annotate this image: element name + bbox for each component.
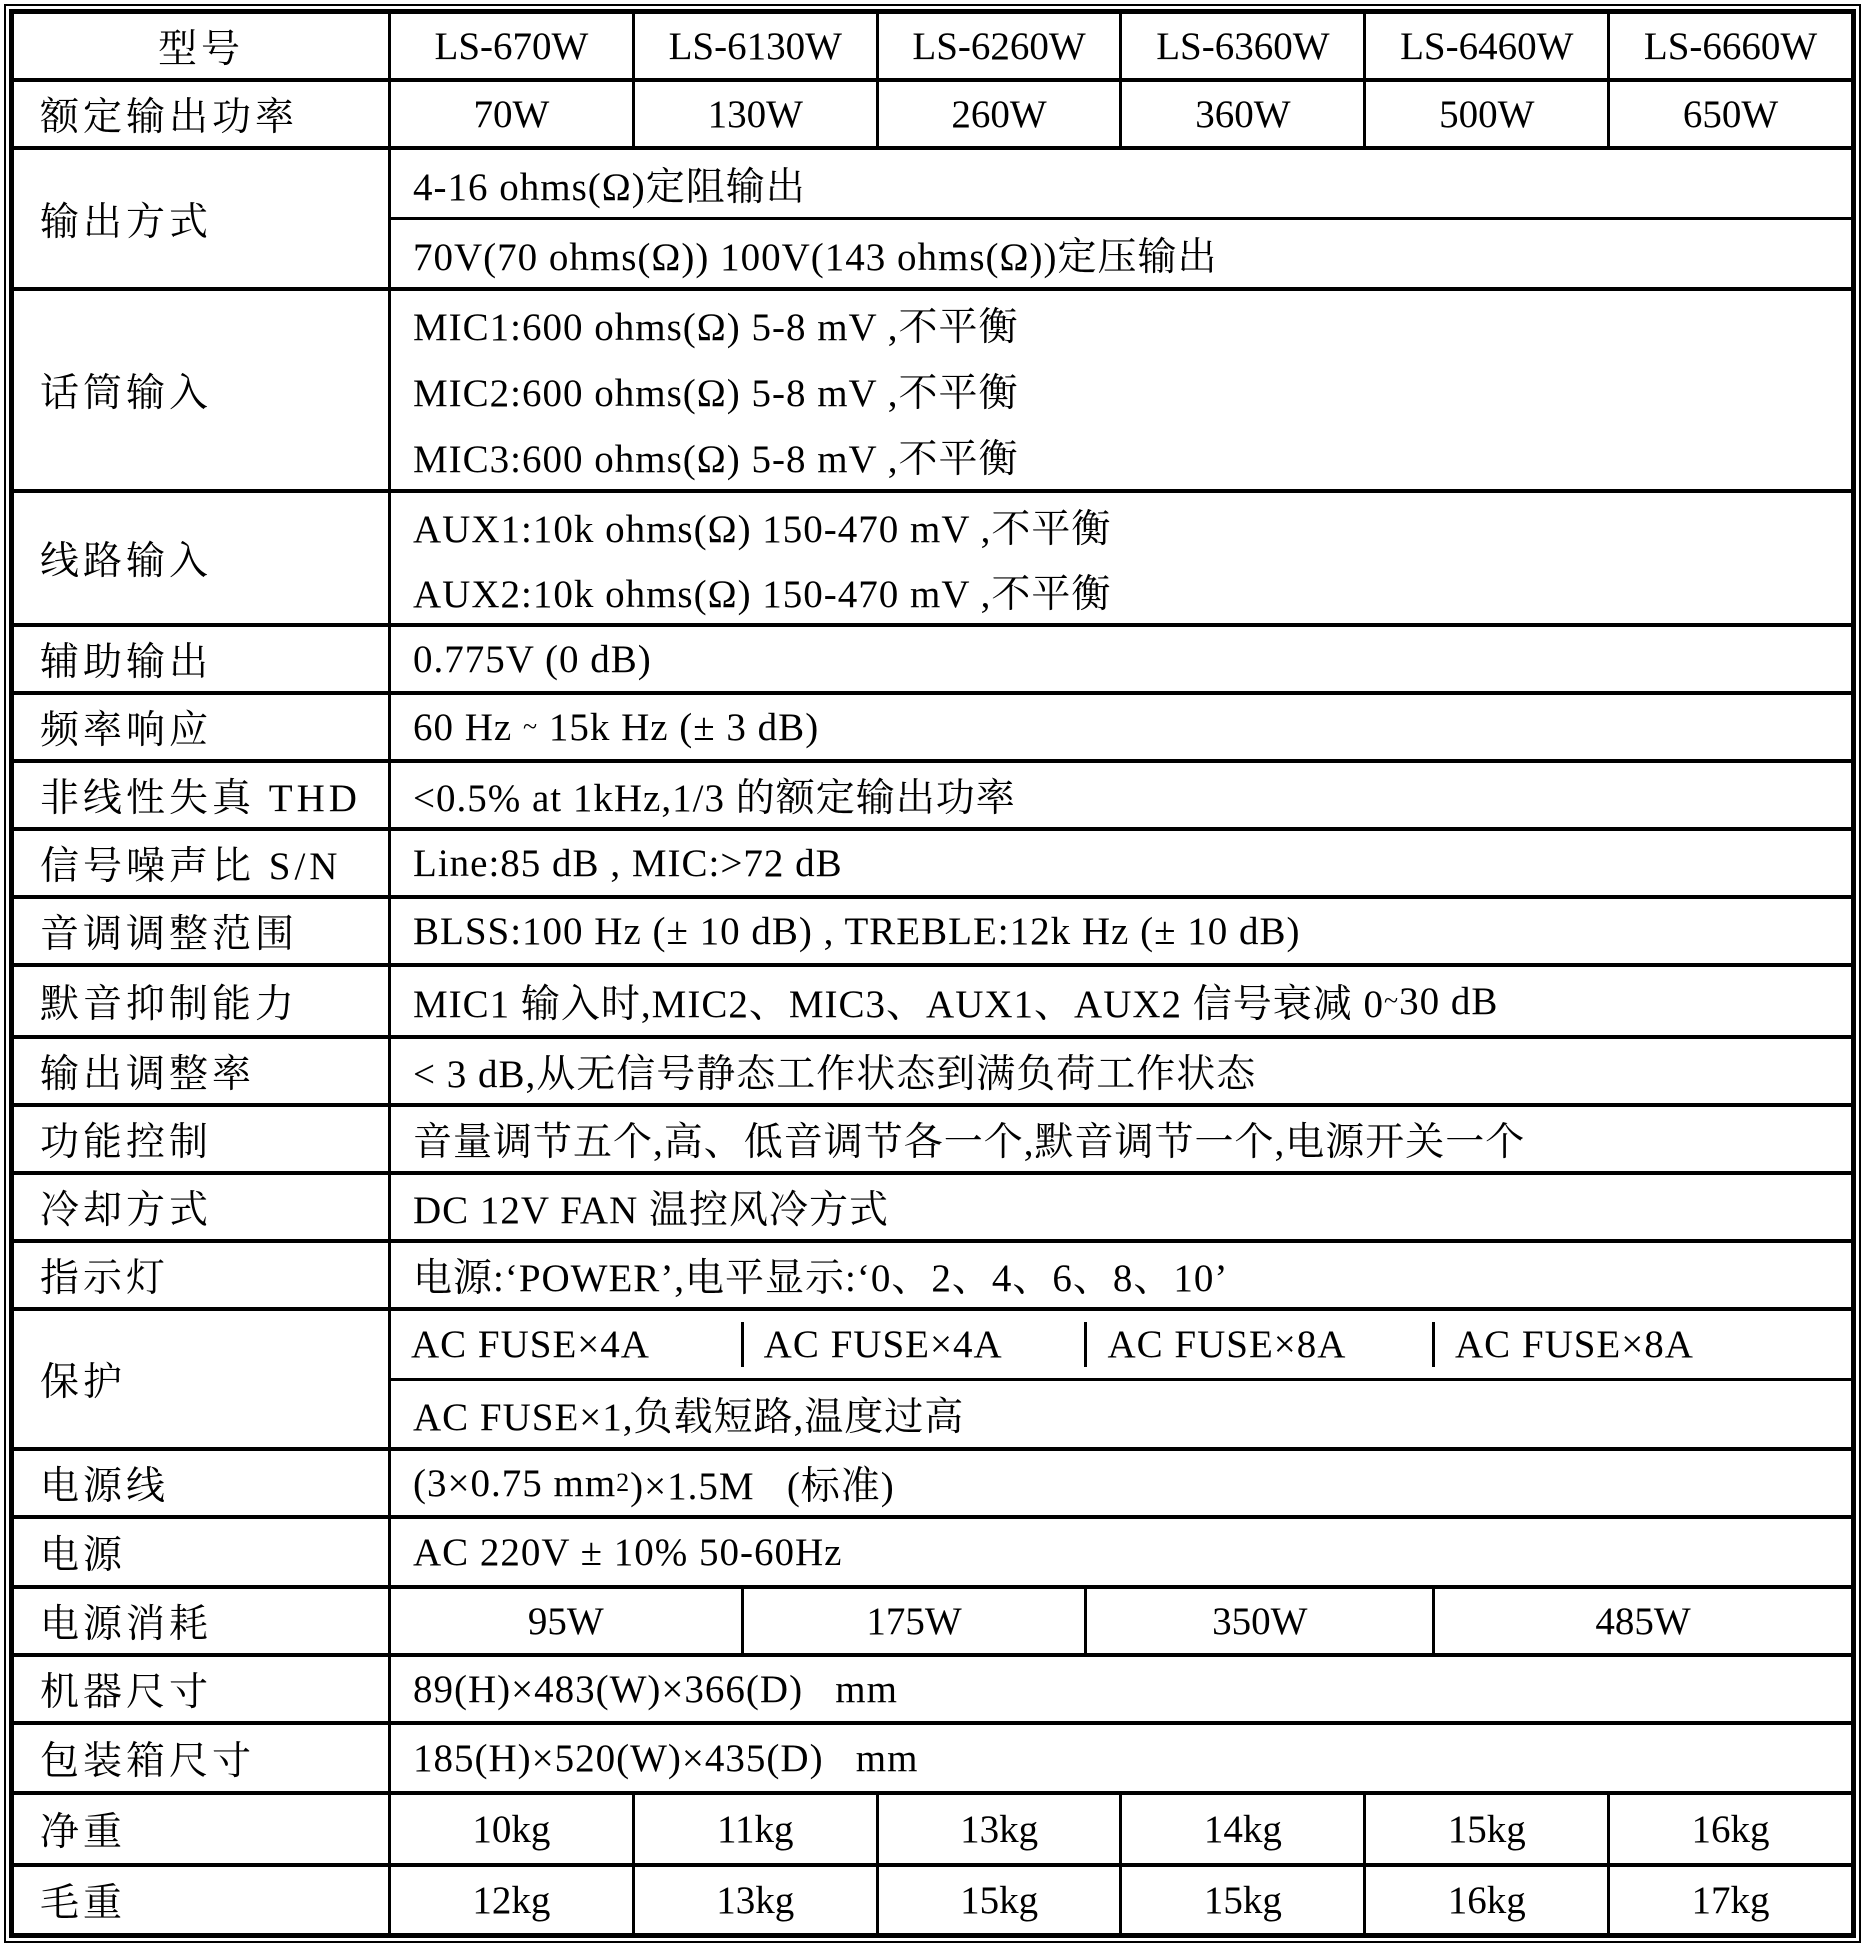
- amplifier-spec-table: [9, 9, 1856, 1938]
- net-weight-cell: 15kg: [1363, 1795, 1607, 1863]
- row-output-mode: [14, 146, 1851, 287]
- row-label-net-weight: 净重: [14, 1795, 391, 1863]
- net-weight-cell: 11kg: [632, 1795, 876, 1863]
- model-cells: [391, 14, 1851, 78]
- row-label-cooling: 冷却方式: [14, 1175, 391, 1239]
- consumption-cell: 175W: [741, 1589, 1085, 1653]
- row-indicator: [14, 1239, 1851, 1307]
- rated-power-cell: 70W: [473, 92, 550, 136]
- fuse-cell: AC FUSE×8A: [1084, 1322, 1431, 1367]
- freq-response-value: 60 Hz ~ 15k Hz (± 3 dB): [413, 705, 820, 749]
- model-name-cell: LS-6460W: [1363, 14, 1607, 78]
- row-tone-range: [14, 895, 1851, 963]
- row-label-mute-suppression: 默音抑制能力: [14, 967, 391, 1035]
- model-name-cell: LS-6360W: [1119, 14, 1363, 78]
- row-label-mic-input: 话筒输入: [14, 291, 391, 489]
- row-label-power-cord: 电源线: [14, 1451, 391, 1515]
- model-name-cell: LS-6260W: [876, 14, 1120, 78]
- aux-output-value: 0.775V (0 dB): [413, 637, 652, 681]
- model-name-cell: LS-6130W: [632, 14, 876, 78]
- line-input-cell: [391, 493, 1851, 623]
- power-supply-value: AC 220V ± 10% 50-60Hz: [413, 1530, 843, 1574]
- row-label-package-size: 包装箱尺寸: [14, 1725, 391, 1791]
- row-output-regulation: [14, 1035, 1851, 1103]
- row-gross-weight: [14, 1863, 1851, 1933]
- gross-weight-cells: [391, 1867, 1851, 1933]
- net-weight-cell: 13kg: [876, 1795, 1120, 1863]
- mic1-spec: MIC1:600 ohms(Ω) 5-8 mV ,不平衡: [413, 306, 1019, 349]
- cord-post: )×1.5M (标准): [630, 1465, 895, 1508]
- machine-size-value: 89(H)×483(W)×366(D) mm: [413, 1667, 898, 1711]
- fuse-cell: AC FUSE×8A: [1432, 1322, 1851, 1367]
- row-label-tone-range: 音调调整范围: [14, 899, 391, 963]
- spec-table-frame: [4, 4, 1861, 1943]
- row-label-output-regulation: 输出调整率: [14, 1039, 391, 1103]
- model-name-cell: LS-6660W: [1607, 14, 1851, 78]
- row-label-gross-weight: 毛重: [14, 1867, 391, 1933]
- output-regulation-value: < 3 dB,从无信号静态工作状态到满负荷工作状态: [413, 1053, 1257, 1096]
- row-cooling: [14, 1171, 1851, 1239]
- row-aux-output: [14, 623, 1851, 691]
- rated-power-cell: 650W: [1607, 82, 1851, 146]
- rated-power-cell: 360W: [1119, 82, 1363, 146]
- row-rated-power: [14, 78, 1851, 146]
- mic3-spec: MIC3:600 ohms(Ω) 5-8 mV ,不平衡: [413, 438, 1019, 481]
- row-mic-input: [14, 287, 1851, 489]
- rated-power-cell: 260W: [876, 82, 1120, 146]
- snr-value: Line:85 dB , MIC:>72 dB: [413, 841, 843, 885]
- protection-group: [391, 1311, 1851, 1447]
- model-name-cell: LS-670W: [434, 24, 589, 68]
- mute-suppression-value: MIC1 输入时,MIC2、MIC3、AUX1、AUX2 信号衰减 0 ~ 30 dB: [391, 967, 1851, 1035]
- aux2-spec: AUX2:10k ohms(Ω) 150-470 mV ,不平衡: [413, 572, 1112, 616]
- freq-post: 15k Hz (± 3 dB): [538, 705, 820, 749]
- mute-post: 30 dB: [1399, 979, 1499, 1023]
- row-label-freq-response: 频率响应: [14, 695, 391, 759]
- consumption-cell: 95W: [527, 1599, 604, 1643]
- row-mute-suppression: [14, 963, 1851, 1035]
- gross-weight-cell: 12kg: [472, 1878, 551, 1922]
- power-cord-value: (3×0.75 mm 2 )×1.5M (标准): [391, 1451, 1851, 1515]
- thd-value: <0.5% at 1kHz,1/3 的额定输出功率: [413, 777, 1016, 820]
- gross-weight-cell: 16kg: [1363, 1867, 1607, 1933]
- row-label-machine-size: 机器尺寸: [14, 1657, 391, 1721]
- row-label-power-consumption: 电源消耗: [14, 1589, 391, 1653]
- net-weight-cell: 10kg: [472, 1807, 551, 1851]
- rated-power-cell: 130W: [632, 82, 876, 146]
- row-label-model: 型号: [14, 14, 391, 78]
- row-line-input: [14, 489, 1851, 623]
- protection-general: AC FUSE×1,负载短路,温度过高: [391, 1378, 1851, 1448]
- gross-weight-cell: 15kg: [876, 1867, 1120, 1933]
- tone-range-value: BLSS:100 Hz (± 10 dB) , TREBLE:12k Hz (± 10 dB): [413, 909, 1301, 953]
- cord-pre: (3×0.75 mm: [413, 1461, 617, 1505]
- row-power-cord: [14, 1447, 1851, 1515]
- row-function-control: [14, 1103, 1851, 1171]
- gross-weight-cell: 17kg: [1607, 1867, 1851, 1933]
- net-weight-cell: 16kg: [1607, 1795, 1851, 1863]
- row-label-aux-output: 辅助输出: [14, 627, 391, 691]
- row-power-consumption: [14, 1585, 1851, 1653]
- row-thd: [14, 759, 1851, 827]
- row-freq-response: [14, 691, 1851, 759]
- mic-input-cell: [391, 291, 1851, 489]
- mute-pre: MIC1 输入时,MIC2、MIC3、AUX1、AUX2 信号衰减 0: [413, 983, 1385, 1026]
- fuse-cell: AC FUSE×4A: [411, 1322, 650, 1366]
- protection-fuse-cells: [391, 1311, 1851, 1378]
- indicator-value: 电源:‘POWER’,电平显示:‘0、2、4、6、8、10’: [413, 1257, 1229, 1300]
- row-label-rated-power: 额定输出功率: [14, 82, 391, 146]
- aux1-spec: AUX1:10k ohms(Ω) 150-470 mV ,不平衡: [413, 507, 1112, 551]
- row-label-protection: 保护: [14, 1311, 391, 1447]
- cooling-value: DC 12V FAN 温控风冷方式: [413, 1189, 890, 1232]
- row-label-output-mode: 输出方式: [14, 150, 391, 287]
- row-net-weight: [14, 1791, 1851, 1863]
- row-label-thd: 非线性失真 THD: [14, 763, 391, 827]
- row-label-snr: 信号噪声比 S/N: [14, 831, 391, 895]
- rated-power-cells: [391, 82, 1851, 146]
- row-label-indicator: 指示灯: [14, 1243, 391, 1307]
- mic2-spec: MIC2:600 ohms(Ω) 5-8 mV ,不平衡: [413, 372, 1019, 415]
- consumption-cell: 485W: [1432, 1589, 1851, 1653]
- output-mode-constant-voltage: 70V(70 ohms(Ω)) 100V(143 ohms(Ω))定压输出: [391, 217, 1851, 287]
- net-weight-cells: [391, 1795, 1851, 1863]
- rated-power-cell: 500W: [1363, 82, 1607, 146]
- row-machine-size: [14, 1653, 1851, 1721]
- row-label-function-control: 功能控制: [14, 1107, 391, 1171]
- row-protection: [14, 1307, 1851, 1447]
- package-size-value: 185(H)×520(W)×435(D) mm: [413, 1736, 919, 1780]
- output-mode-constant-impedance: 4-16 ohms(Ω)定阻输出: [413, 165, 806, 209]
- power-consumption-cells: [391, 1589, 1851, 1653]
- fuse-cell: AC FUSE×4A: [741, 1322, 1085, 1367]
- row-label-line-input: 线路输入: [14, 493, 391, 623]
- row-snr: [14, 827, 1851, 895]
- net-weight-cell: 14kg: [1119, 1795, 1363, 1863]
- row-label-power-supply: 电源: [14, 1519, 391, 1585]
- function-control-value: 音量调节五个,高、低音调节各一个,默音调节一个,电源开关一个: [413, 1121, 1526, 1164]
- consumption-cell: 350W: [1084, 1589, 1431, 1653]
- row-model: [14, 14, 1851, 78]
- gross-weight-cell: 13kg: [632, 1867, 876, 1933]
- freq-pre: 60 Hz: [413, 705, 523, 749]
- gross-weight-cell: 15kg: [1119, 1867, 1363, 1933]
- row-power-supply: [14, 1515, 1851, 1585]
- output-mode-group: [391, 150, 1851, 287]
- row-package-size: [14, 1721, 1851, 1791]
